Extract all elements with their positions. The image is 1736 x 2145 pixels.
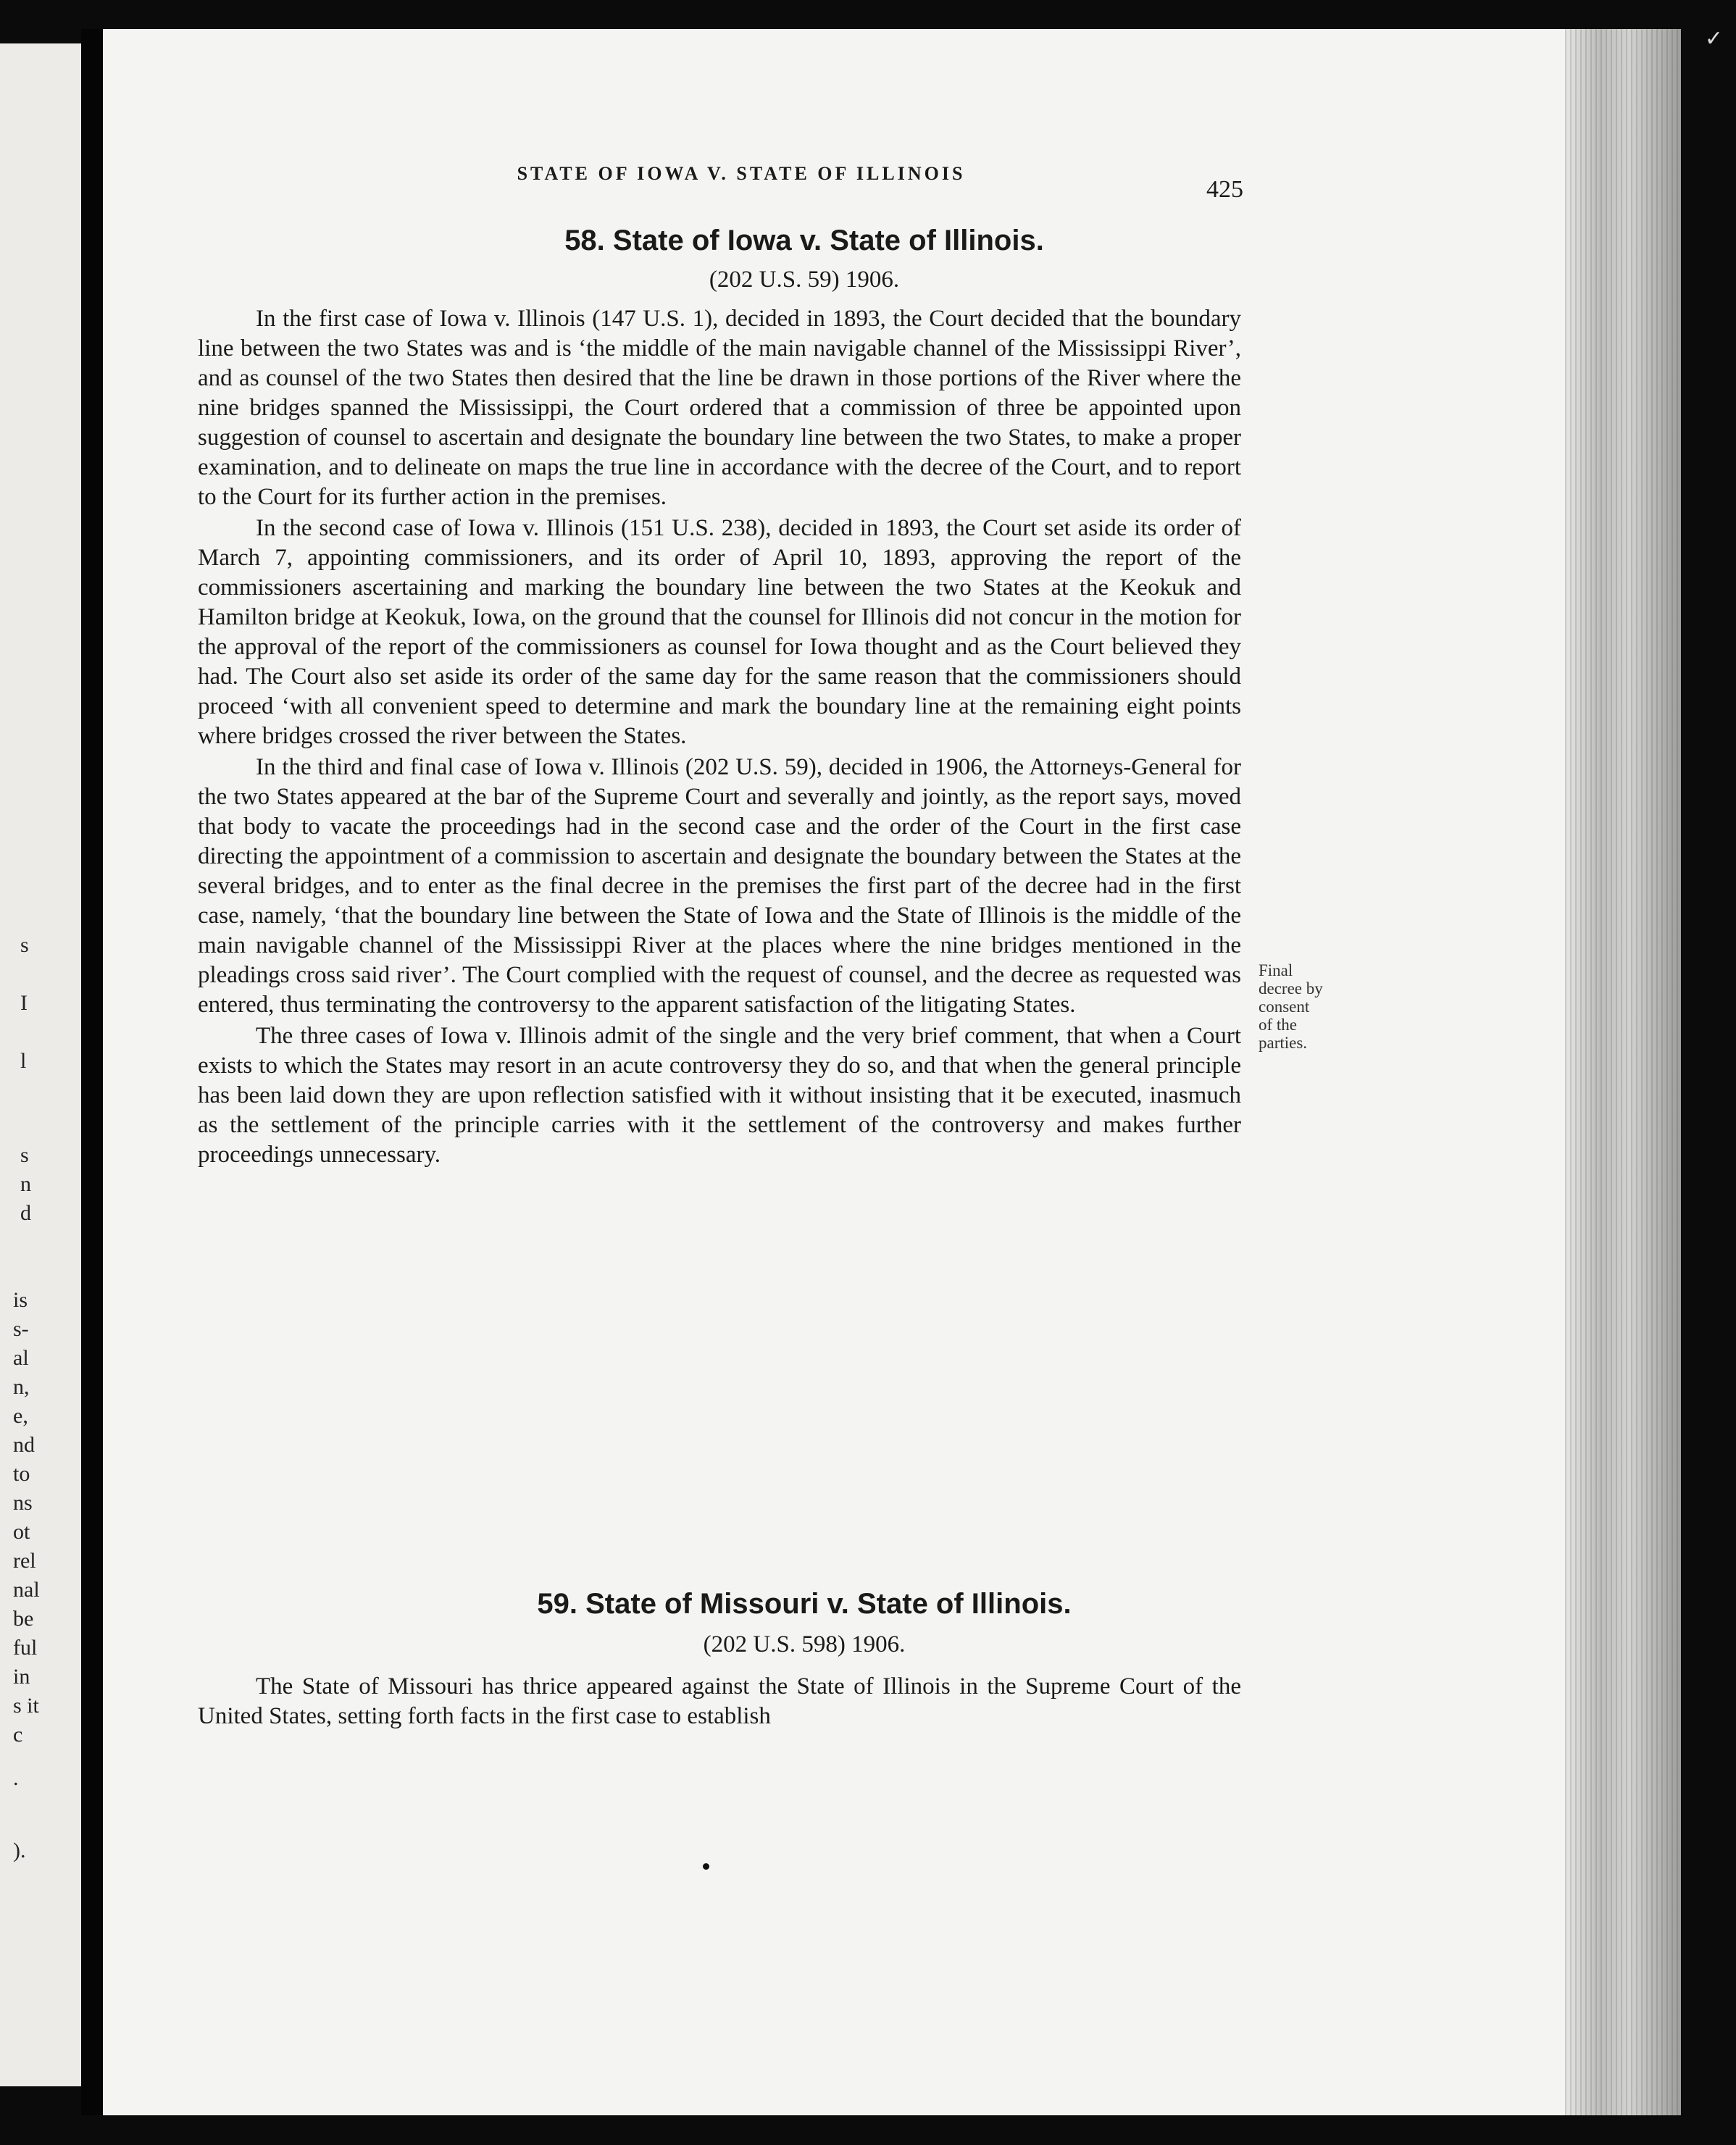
adjacent-page-fragment: nd [13,1433,35,1457]
paragraph: In the third and final case of Iowa v. Illinois (202 U.S. 59), decided in 1906, the Attorneys-General for the two States appeared at the bar of the Supreme Court and severally and jointly, as the report says, moved that body to vacate the proceedings had in the second case and the order of the Court in the first case directing the appointment of a commission to ascertain and designate the boundary between the States at the several bridges, and to enter as the final decree in the premises the first part of the decree had in the first case, namely, ‘that the boundary line between the State of Iowa and the State of Illinois is the middle of the main navigable channel of the Mississippi River at the places where the nine bridges mentioned in the pleadings cross said river’. The Court complied with the request of counsel, and the decree as requested was entered, thus terminating the controversy to the apparent satisfaction of the litigating States. [198,754,1241,1018]
case-59-title: 59. State of Missouri v. State of Illinois. [537,1588,1072,1620]
adjacent-page-fragment: n [20,1172,31,1196]
adjacent-page-fragment: rel [13,1549,36,1573]
adjacent-page-fragment: e, [13,1404,28,1428]
marginal-note [1259,961,1367,1052]
marginal-line: decree by [1259,979,1323,998]
ink-speck [703,1863,709,1870]
adjacent-page-fragment: nal [13,1578,40,1602]
corner-mark: ✓ [1704,27,1723,51]
page-fore-edge [1565,29,1681,2115]
adjacent-page-fragment: I [20,991,28,1015]
adjacent-page-fragment: ). [13,1839,26,1862]
adjacent-page-fragment: is [13,1288,28,1312]
case-58-citation: (202 U.S. 59) 1906. [709,267,900,293]
page-number: 425 [1206,176,1243,203]
paragraph: The three cases of Iowa v. Illinois admit of the single and the very brief comment, that when a Court exists to which the States may resort in an acute controversy they do so, and that when the general principle has been laid down they are upon reflection satisfied with it without insisting that it be executed, inasmuch as the settlement of the principle carries with it the settlement of the controversy and makes further proceedings unnecessary. [198,1023,1241,1168]
marginal-line: of the [1259,1016,1298,1034]
adjacent-page-fragment: l [20,1049,27,1073]
marginal-line: consent [1259,998,1310,1016]
adjacent-page-fragment: be [13,1607,34,1631]
marginal-line: parties. [1259,1034,1308,1052]
adjacent-page-fragment: s it [13,1694,39,1718]
adjacent-page-fragment: s [20,1143,29,1167]
adjacent-page-fragment: in [13,1665,30,1689]
adjacent-page-fragment: s- [13,1317,29,1341]
adjacent-page-edge [0,43,81,2086]
adjacent-page-fragment: . [13,1766,19,1790]
adjacent-page-fragment: al [13,1346,29,1370]
adjacent-page-fragment: ot [13,1520,30,1544]
adjacent-page-fragment: to [13,1462,30,1486]
case-58-body [198,304,1241,1170]
adjacent-page-fragment: ns [13,1491,33,1515]
case-58-title: 58. State of Iowa v. State of Illinois. [564,225,1044,256]
adjacent-page-fragment: s [20,933,29,957]
paragraph: The State of Missouri has thrice appeared against the State of Illinois in the Supreme Court of the United States, setting forth facts in the first case to establish [198,1673,1241,1729]
paragraph: In the first case of Iowa v. Illinois (147 U.S. 1), decided in 1893, the Court decided that the boundary line between the two States was and is ‘the middle of the main navigable channel of the Mississippi River’, and as counsel of the two States then desired that the line be drawn in those portions of the River where the nine bridges spanned the Mississippi, the Court ordered that a commission of three be appointed upon suggestion of counsel to ascertain and designate the boundary line between the two States, to make a proper examination, and to delineate on maps the true line in accordance with the decree of the Court, and to report to the Court for its further action in the premises. [198,306,1241,510]
adjacent-page-fragment: c [13,1723,23,1747]
case-59-citation: (202 U.S. 598) 1906. [703,1631,906,1657]
paragraph: In the second case of Iowa v. Illinois (151 U.S. 238), decided in 1893, the Court set aside its order of March 7, appointing commissioners, and its order of April 10, 1893, approving the report of the commissioners ascertaining and marking the boundary line between the two States at the Keokuk and Hamilton bridge at Keokuk, Iowa, on the ground that the counsel for Illinois did not concur in the motion for the approval of the report of the commissioners as counsel for Iowa thought and as the Court believed they had. The Court also set aside its order of the same day for the same reason that the commissioners should proceed ‘with all convenient speed to determine and mark the boundary line at the remaining eight points where bridges crossed the river between the States. [198,515,1241,749]
adjacent-page-fragment: ful [13,1636,38,1660]
running-head: STATE OF IOWA V. STATE OF ILLINOIS [517,163,966,184]
book-gutter [81,29,103,2115]
adjacent-page-fragment: n, [13,1375,30,1399]
adjacent-page-fragment: d [20,1201,31,1225]
marginal-line: Final [1259,961,1293,979]
case-59-body [198,1672,1241,1731]
